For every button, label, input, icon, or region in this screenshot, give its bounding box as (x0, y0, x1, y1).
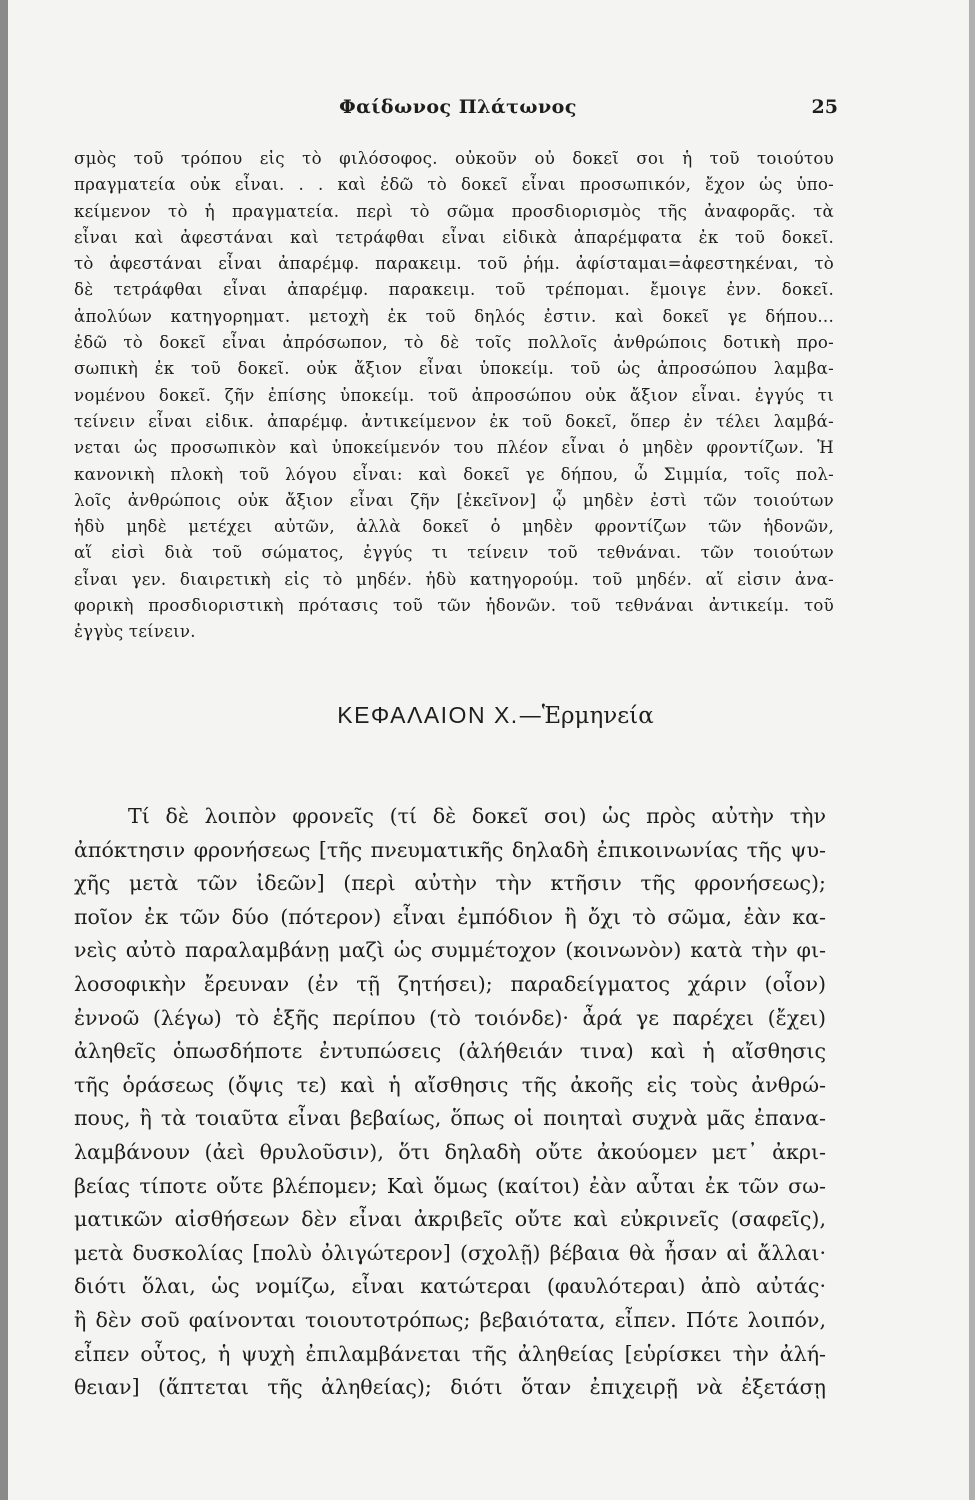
commentary-line: νομένου δοκεῖ. ζῆν ἐπίσης ὑποκείμ. τοῦ ἀπροσώπου οὐκ ἄξιον εἶναι. ἐγγύς τι (74, 385, 834, 405)
running-head (8, 96, 975, 126)
main-text-line: πους, ἢ τὰ τοιαῦτα εἶναι βεβαίως, ὅπως οἱ ποιηταὶ συχνὰ μᾶς ἐπανα- (74, 1106, 826, 1131)
main-text-line: νεὶς αὐτὸ παραλαμβάνῃ μαζὶ ὡς συμμέτοχον (κοινωνὸν) κατὰ τὴν φι- (74, 938, 826, 963)
commentary-line: εἶναι καὶ ἀφεστάναι καὶ τετράφθαι εἶναι εἰδικὰ ἀπαρέμφατα ἐκ τοῦ δοκεῖ. (74, 227, 834, 247)
commentary-line: εἶναι γεν. διαιρετικὴ εἰς τὸ μηδέν. ἡδὺ κατηγορούμ. τοῦ μηδέν. αἵ εἰσιν ἀνα- (74, 569, 834, 589)
chapter-number: ΚΕΦΑΛΑΙΟΝ Χ. (337, 702, 519, 728)
main-text-line: ματικῶν αἰσθήσεων δὲν εἶναι ἀκριβεῖς οὔτε καὶ εὐκρινεῖς (σαφεῖς), (74, 1207, 826, 1232)
commentary-line: ἐδῶ τὸ δοκεῖ εἶναι ἀπρόσωπον, τὸ δὲ τοῖς πολλοῖς ἀνθρώποις δοτικὴ προ- (74, 333, 834, 353)
main-text-line: ἀληθεῖς ὁπωσδήποτε ἐντυπώσεις (ἀλήθειάν τινα) καὶ ἡ αἴσθησις (74, 1039, 826, 1064)
commentary-line: φορικὴ προσδιοριστικὴ πρότασις τοῦ τῶν ἡδονῶν. τοῦ τεθνάναι ἀντικείμ. τοῦ (74, 596, 834, 616)
commentary-line: τείνειν εἶναι εἰδικ. ἀπαρέμφ. ἀντικείμενον ἐκ τοῦ δοκεῖ, ὅπερ ἐν τέλει λαμβά- (74, 411, 834, 431)
main-text-line: ἢ δὲν σοῦ φαίνονται τοιουτοτρόπως; βεβαιότατα, εἶπεν. Πότε λοιπόν, (74, 1307, 826, 1332)
commentary-line: σμὸς τοῦ τρόπου εἰς τὸ φιλόσοφος. οὐκοῦν οὐ δοκεῖ σοι ἡ τοῦ τοιούτου (74, 149, 834, 168)
main-text-line: μετὰ δυσκολίας [πολὺ ὀλιγώτερον] (σχολῇ) βέβαια θὰ ἦσαν αἱ ἄλλαι· (74, 1240, 826, 1265)
main-text-line: χῆς μετὰ τῶν ἰδεῶν] (περὶ αὐτὴν τὴν κτῆσιν τῆς φρονήσεως); (74, 871, 826, 896)
commentary-line: κείμενον τὸ ἡ πραγματεία. περὶ τὸ σῶμα προσδιορισμὸς τῆς ἀναφορᾶς. τὰ (74, 201, 834, 221)
commentary-line: κανονικὴ πλοκὴ τοῦ λόγου εἶναι: καὶ δοκεῖ γε δήπου, ὦ Σιμμία, τοῖς πολ- (74, 464, 834, 484)
chapter-heading (8, 702, 975, 729)
main-text-line: ποῖον ἐκ τῶν δύο (πότερον) εἶναι ἐμπόδιον ἢ ὄχι τὸ σῶμα, ἐὰν κα- (74, 904, 826, 929)
commentary-line: ἀπολύων κατηγορηματ. μετοχὴ ἐκ τοῦ δηλός ἐστιν. καὶ δοκεῖ γε δήπου... (74, 306, 834, 326)
commentary-line: νεται ὡς προσωπικὸν καὶ ὑποκείμενόν του πλέον εἶναι ὁ μηδὲν φροντίζων. Ἡ (74, 438, 834, 458)
main-text-line: ἐννοῶ (λέγω) τὸ ἑξῆς περίπου (τὸ τοιόνδε)· ἆρά γε παρέχει (ἔχει) (74, 1005, 826, 1030)
main-text-line: Τί δὲ λοιπὸν φρονεῖς (τί δὲ δοκεῖ σοι) ὡς πρὸς αὐτὴν τὴν (128, 804, 826, 828)
commentary-line: σωπικὴ ἐκ τοῦ δοκεῖ. οὐκ ἄξιον εἶναι ὑποκείμ. τοῦ ὡς ἀπροσώπου λαμβα- (74, 359, 834, 379)
main-text-line: διότι ὅλαι, ὡς νομίζω, εἶναι κατώτεραι (φαυλότεραι) ἀπὸ αὐτάς· (74, 1274, 826, 1299)
main-text-line: λοσοφικὴν ἔρευναν (ἐν τῇ ζητήσει); παραδείγματος χάριν (οἷον) (74, 971, 826, 996)
main-text-line: λαμβάνουν (ἀεὶ θρυλοῦσιν), ὅτι δηλαδὴ οὔτε ἀκούομεν μετ᾽ ἀκρι- (74, 1139, 826, 1164)
running-title: Φαίδωνος Πλάτωνος (339, 96, 577, 118)
commentary-line: λοῖς ἀνθρώποις οὐκ ἄξιον εἶναι ζῆν [ἐκεῖνον] ᾧ μηδὲν ἐστὶ τῶν τοιούτων (74, 490, 834, 510)
commentary-line: ἐγγὺς τείνειν. (74, 622, 196, 642)
main-text-line: θειαν] (ἅπτεται τῆς ἀληθείας); διότι ὅταν ἐπιχειρῇ νὰ ἐξετάσῃ (74, 1375, 826, 1400)
main-text-line: βείας τίποτε οὔτε βλέπομεν; Καὶ ὅμως (καίτοι) ἐὰν αὗται ἐκ τῶν σω- (74, 1173, 826, 1198)
commentary-line: πραγματεία οὐκ εἶναι. . . καὶ ἐδῶ τὸ δοκεῖ εἶναι προσωπικόν, ἔχον ὡς ὑπο- (74, 175, 834, 195)
main-text-line: ἀπόκτησιν φρονήσεως [τῆς πνευματικῆς δηλαδὴ ἐπικοινωνίας τῆς ψυ- (74, 837, 826, 862)
page-number: 25 (811, 96, 838, 118)
main-text-line: τῆς ὁράσεως (ὄψις τε) καὶ ἡ αἴσθησις τῆς ἀκοῆς εἰς τοὺς ἀνθρώ- (74, 1072, 826, 1097)
commentary-line: αἵ εἰσὶ διὰ τοῦ σώματος, ἐγγύς τι τείνειν τοῦ τεθνάναι. τῶν τοιούτων (74, 543, 834, 563)
commentary-line: ἡδὺ μηδὲ μετέχει αὐτῶν, ἀλλὰ δοκεῖ ὁ μηδὲν φροντίζων τῶν ἡδονῶν, (74, 517, 834, 537)
main-text-line: εἶπεν οὗτος, ἡ ψυχὴ ἐπιλαμβάνεται τῆς ἀληθείας [εὑρίσκει τὴν ἀλή- (74, 1341, 826, 1366)
commentary-line: τὸ ἀφεστάναι εἶναι ἀπαρέμφ. παρακειμ. τοῦ ῥήμ. ἀφίσταμαι=ἀφεστηκέναι, τὸ (74, 254, 834, 274)
chapter-title: —Ἑρμηνεία (518, 703, 654, 729)
commentary-line: δὲ τετράφθαι εἶναι ἀπαρέμφ. παρακειμ. τοῦ τρέπομαι. ἔμοιγε ἐνν. δοκεῖ. (74, 280, 834, 300)
commentary-block (74, 146, 834, 646)
main-text-block (74, 800, 826, 1405)
